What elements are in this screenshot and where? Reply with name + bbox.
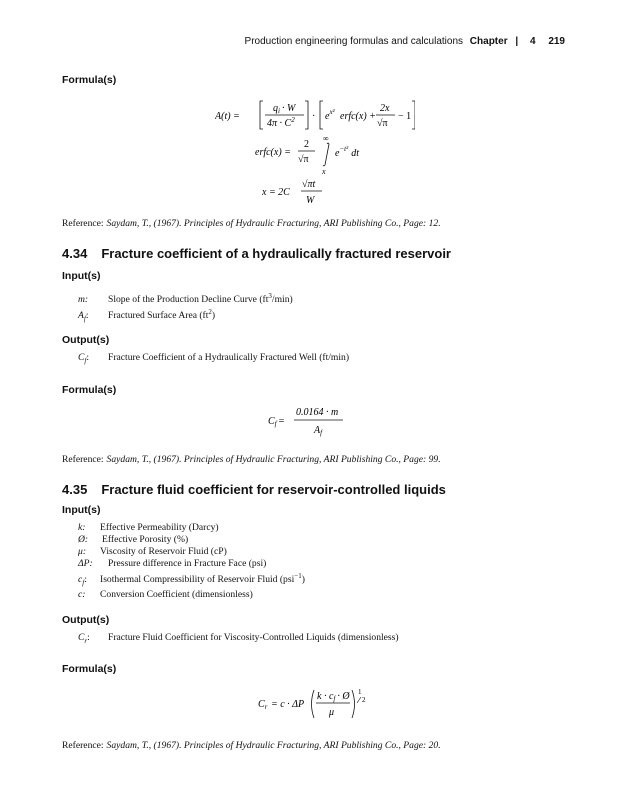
- input-description: Effective Porosity (%): [102, 534, 189, 545]
- section-434-inputs-heading: Input(s): [62, 270, 101, 282]
- input-description: Viscosity of Reservoir Fluid (cP): [100, 546, 227, 557]
- running-head-chapter-number: 4: [529, 36, 536, 47]
- eq1-bracket-right-1: [305, 101, 308, 129]
- section-435-input-cf: [78, 570, 305, 589]
- eq5-den: μ: [329, 707, 335, 718]
- eq1-exp: $e^{x^2}$: [325, 108, 335, 122]
- section-434-formula-heading: Formula(s): [62, 384, 117, 396]
- equation-x-svg: [262, 176, 342, 208]
- equation-erfc-svg: [255, 132, 375, 176]
- eq3-den: W: [306, 195, 315, 206]
- eq4-num: 0.0164 · m: [296, 407, 339, 418]
- input-description: Effective Permeability (Darcy): [100, 522, 219, 533]
- eq2-lower-limit: x: [322, 167, 326, 176]
- eq1-dot: ·: [312, 111, 316, 122]
- eq1-minus-one: − 1: [398, 111, 412, 122]
- eq1-frac-den: √π: [377, 118, 388, 129]
- eq2-den: √π: [298, 154, 309, 165]
- input-description: Conversion Coefficient (dimensionless): [100, 589, 253, 601]
- section-434-outputs-heading: Output(s): [62, 334, 110, 346]
- input-sup: 2: [208, 308, 212, 317]
- equation-cr-svg: [258, 684, 368, 724]
- eq5-rhs-pre: = c · ΔP: [271, 699, 305, 710]
- section-435-reference-label: Reference:: [62, 740, 104, 751]
- eq1-num: $q_i \cdot W$: [273, 103, 296, 115]
- input-symbol: μ:: [78, 546, 87, 557]
- section-435-outputs-list: [78, 632, 399, 647]
- eq5-num: $k \cdot c_f$ · Ø: [317, 691, 350, 703]
- section-435-number: 4.35: [62, 482, 88, 497]
- input-symbol: ΔP:: [78, 558, 93, 569]
- eq4-lhs: $C_f$ =: [268, 416, 285, 428]
- equation-erfc: [255, 132, 375, 179]
- input-symbol: $c_f$:: [78, 574, 87, 588]
- equation-cf-svg: [268, 404, 348, 440]
- output-symbol: $C_r$:: [78, 632, 90, 645]
- output-symbol: $C_f$:: [78, 352, 90, 365]
- top-reference-label: Reference:: [62, 218, 104, 229]
- running-head-chapter: Chapter: [469, 36, 508, 47]
- eq5-paren-left: [312, 690, 315, 718]
- section-434-input-af: [78, 306, 293, 325]
- section-435-formula-heading: Formula(s): [62, 663, 117, 675]
- input-tail: ): [211, 310, 216, 322]
- section-434-input-m: [78, 290, 293, 306]
- eq5-exp-num: 1: [358, 688, 362, 696]
- running-head-page-number: 219: [548, 36, 565, 47]
- section-435-reference: [62, 740, 441, 751]
- section-435-input-k: [78, 522, 305, 534]
- equation-cf: [268, 404, 348, 443]
- eq2-lhs: erfc(x) =: [255, 147, 291, 158]
- section-435-output-cr: [78, 632, 399, 647]
- input-description: Fractured Surface Area (ft: [108, 310, 209, 322]
- section-434-reference: [62, 454, 441, 465]
- eq1-frac-num: 2x: [380, 103, 390, 114]
- section-435-title: Fracture fluid coefficient for reservoir-controlled liquids: [101, 482, 446, 497]
- equation-a-of-t-svg: [215, 96, 415, 134]
- eq2-integrand: $e^{-t^2}$ dt: [335, 145, 360, 159]
- eq5-paren-right: [352, 690, 355, 718]
- eq5-exp-den: 2: [362, 696, 366, 704]
- input-tail: /min): [271, 294, 293, 306]
- input-description: Pressure difference in Fracture Face (psi): [108, 558, 267, 569]
- section-435-outputs-heading: Output(s): [62, 614, 110, 626]
- section-434-reference-citation: Saydam, T., (1967). Principles of Hydraulic Fracturing, ARI Publishing Co., Page: 99.: [106, 454, 441, 465]
- section-435-inputs-heading: Input(s): [62, 504, 101, 516]
- section-435-input-porosity: [78, 534, 305, 546]
- equation-cr: [258, 684, 368, 727]
- section-434-output-cf: [78, 352, 349, 367]
- section-434-number: 4.34: [62, 246, 88, 261]
- eq1-erfc: erfc(x) +: [340, 111, 376, 122]
- running-head: [245, 36, 565, 47]
- top-reference-citation: Saydam, T., (1967). Principles of Hydraulic Fracturing, ARI Publishing Co., Page: 12.: [106, 218, 441, 229]
- section-435-heading: [62, 482, 446, 497]
- top-formula-heading: Formula(s): [62, 74, 117, 86]
- input-symbol: m:: [78, 294, 89, 306]
- input-sup: −1: [294, 572, 302, 580]
- section-435-input-c: [78, 589, 305, 601]
- section-434-title: Fracture coefficient of a hydraulically fractured reservoir: [101, 246, 451, 261]
- eq5-lhs: $C_r$: [258, 699, 268, 711]
- eq1-lhs: A(t) =: [215, 111, 240, 122]
- input-tail: ): [301, 574, 305, 586]
- eq2-integral-sign: [323, 143, 329, 166]
- eq1-bracket-right-2: [412, 101, 415, 129]
- output-description: Fracture Coefficient of a Hydraulically Fractured Well (ft/min): [108, 352, 350, 363]
- section-435-inputs-list: [78, 522, 305, 601]
- section-435-reference-citation: Saydam, T., (1967). Principles of Hydraulic Fracturing, ARI Publishing Co., Page: 20.: [106, 740, 441, 751]
- input-symbol: k:: [78, 522, 86, 533]
- top-reference: [62, 218, 441, 229]
- section-434-reference-label: Reference:: [62, 454, 104, 465]
- eq1-bracket-left-1: [260, 101, 263, 129]
- input-description: Slope of the Production Decline Curve (ft: [108, 294, 269, 306]
- eq1-bracket-left-2: [320, 101, 323, 129]
- eq2-num: 2: [304, 139, 309, 150]
- input-symbol: c:: [78, 589, 86, 601]
- section-435-input-delta-p: [78, 558, 305, 570]
- running-head-separator: |: [515, 36, 519, 47]
- eq1-den: $4\pi \cdot C^2$: [267, 116, 295, 129]
- section-434-inputs-list: [78, 290, 293, 325]
- input-description: Isothermal Compressibility of Reservoir Fluid (psi: [100, 574, 295, 586]
- equation-x: [262, 176, 342, 211]
- input-symbol: Ø:: [78, 534, 89, 545]
- eq3-lhs: x = 2C: [262, 187, 290, 198]
- eq2-upper-limit: ∞: [323, 134, 329, 143]
- equation-a-of-t: [215, 96, 415, 137]
- section-434-heading: [62, 246, 451, 261]
- eq4-den: $A_f$: [314, 425, 323, 437]
- eq5-exp-slash: [357, 697, 361, 703]
- section-434-outputs-list: [78, 352, 349, 367]
- eq3-num: √πt: [302, 179, 316, 190]
- output-description: Fracture Fluid Coefficient for Viscosity-Controlled Liquids (dimensionless): [108, 632, 399, 643]
- input-symbol: $A_f$:: [78, 310, 89, 324]
- running-head-title: Production engineering formulas and calculations: [244, 36, 464, 47]
- section-435-input-mu: [78, 546, 305, 558]
- input-sup: 3: [268, 292, 272, 300]
